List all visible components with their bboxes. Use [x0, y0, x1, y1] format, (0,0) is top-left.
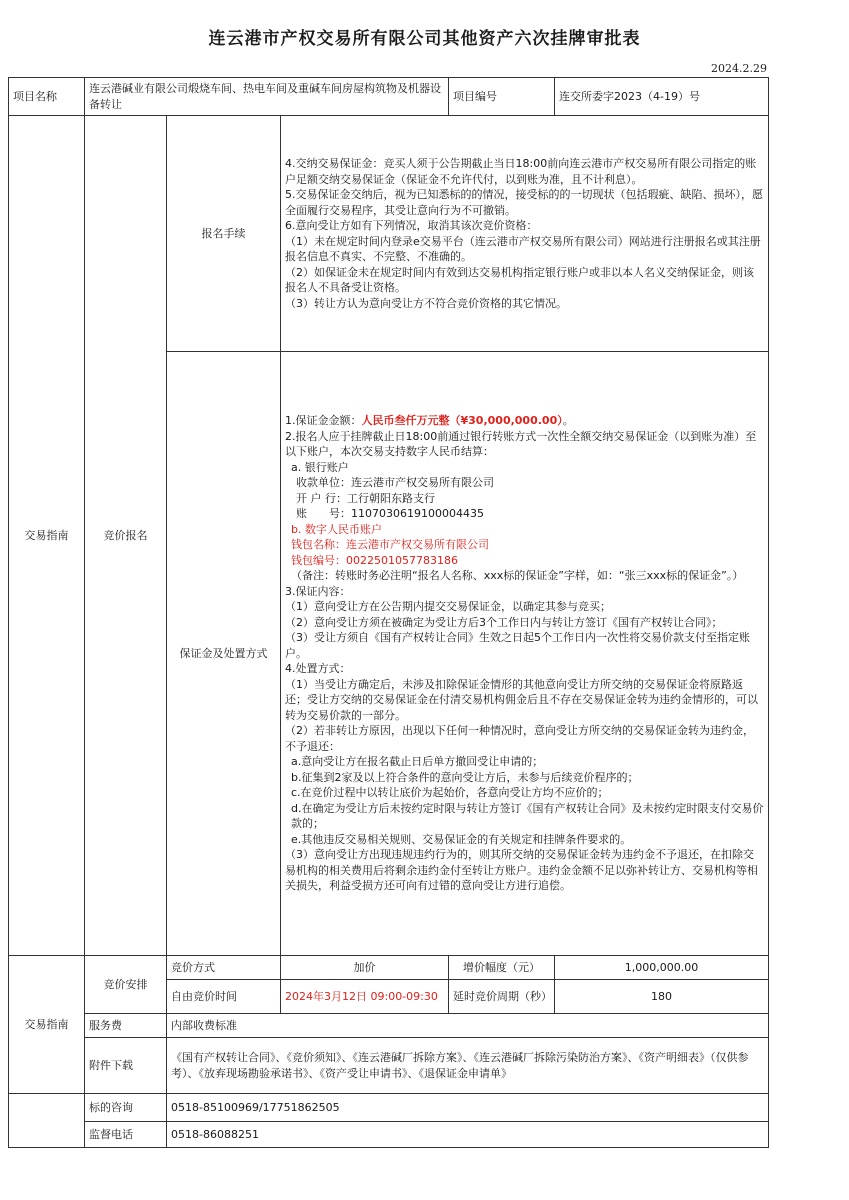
signup-clause-6-1: （1）未在规定时间内登录e交易平台（连云港市产权交易所有限公司）网站进行注册报名或其注册报名信息不真实、不完整、不准确的。: [285, 234, 761, 263]
bid-method-label: 竞价方式: [167, 956, 281, 980]
project-no: 连交所委字2023（4-19）号: [555, 78, 769, 116]
disposal-2d: d.在确定为受让方后未按约定时限与转让方签订《国有产权转让合同》及未按约定时限支付交易价款的；: [291, 801, 764, 831]
disposal-2e: e.其他违反交易相关规则、交易保证金的有关规定和挂牌条件要求的。: [291, 832, 632, 846]
attachments-label: 附件下载: [85, 1038, 167, 1094]
wallet-name: 钱包名称：连云港市产权交易所有限公司: [291, 538, 489, 552]
bid-arrange-label: 竞价安排: [85, 956, 167, 1014]
consult-phone: 0518-85100969/17751862505: [167, 1094, 769, 1122]
contact-blank: [9, 1094, 85, 1148]
disposal-heading: 4.处置方式：: [285, 662, 351, 676]
document-date: 2024.2.29: [711, 62, 767, 75]
signup-clause-6-3: （3）转让方认为意向受让方不符合竞价资格的其它情况。: [285, 296, 567, 310]
page-title: 连云港市产权交易所有限公司其他资产六次挂牌审批表: [208, 29, 641, 49]
guarantee-heading: 3.保证内容：: [285, 584, 351, 598]
service-fee: 内部收费标准: [167, 1014, 769, 1038]
signup-procedure-row: [9, 116, 769, 352]
signup-clause-4: 4.交纳交易保证金：竞买人须于公告期截止当日18:00前向连云港市产权交易所有限公司指定的账户足额交纳交易保证金（保证金不允许代付，以到账为准，且不计利息）。: [285, 157, 757, 186]
service-fee-label: 服务费: [85, 1014, 167, 1038]
disposal-2c: c.在竞价过程中以转让底价为起始价，各意向受让方均不应价的；: [291, 786, 609, 800]
deposit-content: [281, 352, 769, 956]
header-row: [9, 78, 769, 116]
project-no-label: 项目编号: [449, 78, 555, 116]
transfer-remark: （备注：转账时务必注明“报名人名称、xxx标的保证金”字样，如：“张三xxx标的保证金”。）: [291, 569, 744, 583]
attachments-row: [9, 1038, 769, 1094]
attachments-list[interactable]: 《国有产权转让合同》、《竞价须知》、《连云港碱厂拆除方案》、《连云港碱厂拆除污染防治方案》、《资产明细表》（仅供参考）、《放弃现场勘验承诺书》、《资产受让申请书》、《退保证金申请单》: [167, 1038, 769, 1094]
guide-label-2: 交易指南: [9, 956, 85, 1094]
disposal-1: （1）当受让方确定后，未涉及扣除保证金情形的其他意向受让方所交纳的交易保证金将原路返还；受让方交纳的交易保证金在付清交易机构佣金后且不存在交易保证金转为违约金情形的，可以转为交易价款的一部分。: [285, 677, 758, 722]
supervise-label: 监督电话: [85, 1122, 167, 1148]
payee: 收款单位：连云港市产权交易所有限公司: [296, 476, 494, 490]
signup-procedure-label: 报名手续: [167, 116, 281, 352]
account-number: 账 号：1107030619100004435: [296, 507, 484, 521]
bid-method-row: [9, 956, 769, 980]
deposit-amount-line: [285, 413, 764, 429]
bid-signup-label: 竞价报名: [85, 116, 167, 956]
bank-account-heading: a. 银行账户: [291, 460, 349, 474]
guarantee-3: （3）受让方须自《国有产权转让合同》生效之日起5个工作日内一次性将交易价款支付至指定账户。: [285, 631, 750, 660]
supervise-phone: 0518-86088251: [167, 1122, 769, 1148]
deposit-amount-prefix: 1.保证金金额：: [285, 414, 362, 428]
deposit-amount-suffix: 。: [562, 414, 574, 428]
bank-name: 开 户 行：工行朝阳东路支行: [296, 491, 435, 505]
disposal-2: （2）若非转让方原因，出现以下任何一种情况时，意向受让方所交纳的交易保证金转为违约金，不予退还：: [285, 724, 754, 753]
disposal-2b: b.征集到2家及以上符合条件的意向受让方后，未参与后续竞价程序的；: [291, 770, 639, 784]
disposal-3: （3）意向受让方出现违规违约行为的，则其所交纳的交易保证金转为违约金不予退还，在扣除交易机构的相关费用后将剩余违约金付至转让方账户。违约金金额不足以弥补转让方、交易机构等相关损失，利益受损方还可向有过错的意向受让方进行追偿。: [285, 848, 758, 893]
consult-label: 标的咨询: [85, 1094, 167, 1122]
signup-clause-6-2: （2）如保证金未在规定时间内有效到达交易机构指定银行账户或非以本人名义交纳保证金，则该报名人不具备受让资格。: [285, 265, 754, 294]
ecny-heading: b. 数字人民币账户: [291, 522, 382, 536]
guarantee-2: （2）意向受让方须在被确定为受让方后3个工作日内与转让方签订《国有产权转让合同》；: [285, 615, 723, 629]
approval-table: [8, 77, 769, 1148]
deposit-label: 保证金及处置方式: [167, 352, 281, 956]
disposal-2a: a.意向受让方在报名截止日后单方撤回受让申请的；: [291, 755, 544, 769]
bid-method: 加价: [281, 956, 449, 980]
service-fee-row: [9, 1014, 769, 1038]
signup-clause-5: 5.交易保证金交纳后，视为已知悉标的的情况，接受标的的一切现状（包括瑕疵、缺陷、损坏），愿全面履行交易程序，其受让意向行为不可撤销。: [285, 188, 763, 217]
free-time: 2024年3月12日 09:00-09:30: [281, 980, 449, 1014]
deposit-amount: 人民币叁仟万元整（¥30,000,000.00）: [361, 414, 563, 428]
delay-label: 延时竞价周期（秒）: [449, 980, 555, 1014]
free-time-label: 自由竞价时间: [167, 980, 281, 1014]
guarantee-1: （1）意向受让方在公告期内提交交易保证金，以确定其参与竞买；: [285, 600, 611, 614]
project-name-label: 项目名称: [9, 78, 85, 116]
consult-row: [9, 1094, 769, 1122]
increment: 1,000,000.00: [555, 956, 769, 980]
signup-clause-6: 6.意向受让方如有下列情况，取消其该次竞价资格：: [285, 219, 538, 232]
increment-label: 增价幅度（元）: [449, 956, 555, 980]
supervise-row: [9, 1122, 769, 1148]
guide-label: 交易指南: [9, 116, 85, 956]
deposit-clause-2: 2.报名人应于挂牌截止日18:00前通过银行转账方式一次性全额交纳交易保证金（以到账为准）至以下账户，本次交易支持数字人民币结算：: [285, 429, 757, 459]
signup-procedure-content: [281, 116, 769, 352]
project-name: 连云港碱业有限公司煅烧车间、热电车间及重碱车间房屋构筑物及机器设备转让: [85, 78, 449, 116]
wallet-number: 钱包编号：0022501057783186: [291, 553, 458, 567]
delay: 180: [555, 980, 769, 1014]
